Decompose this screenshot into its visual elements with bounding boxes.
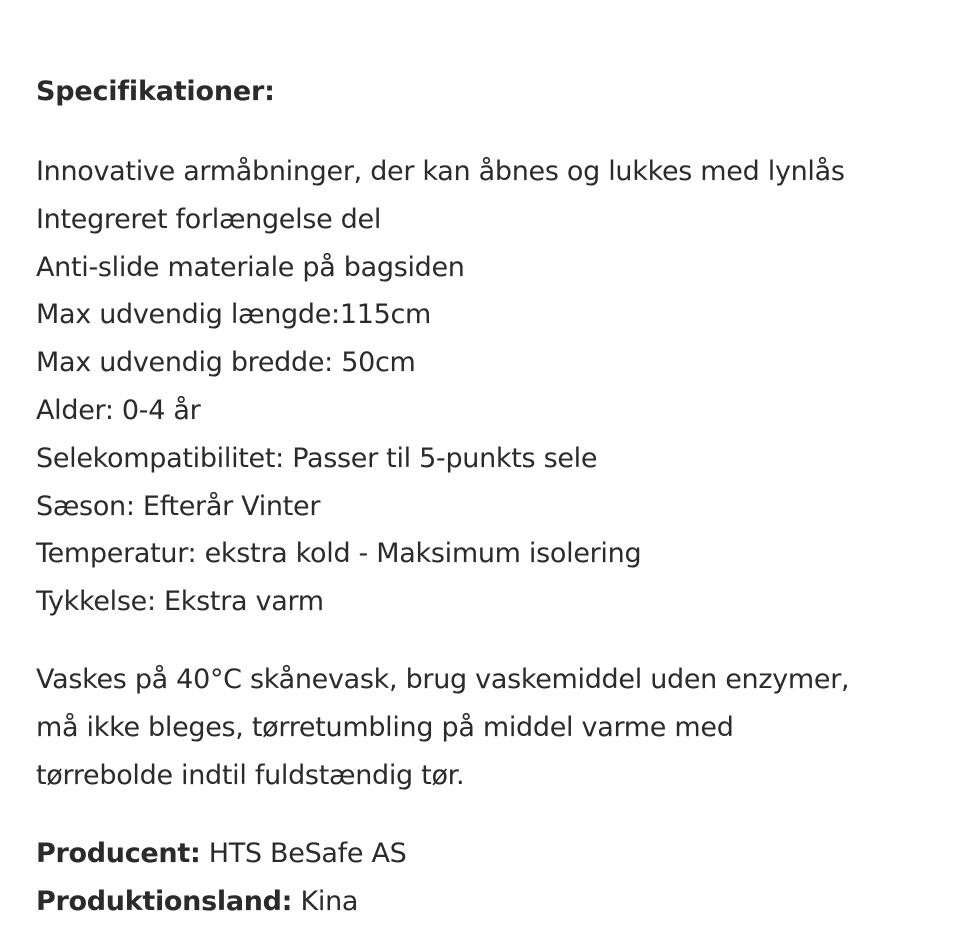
country-label: Produktionsland:	[36, 885, 293, 917]
spec-item: Anti-slide materiale på bagsiden	[36, 251, 465, 283]
spec-item: Sæson: Efterår Vinter	[36, 490, 321, 522]
country-row	[36, 878, 406, 926]
producer-row	[36, 830, 406, 878]
country-value: Kina	[292, 885, 359, 917]
section-heading: Specifikationer:	[36, 76, 275, 107]
care-instructions	[36, 656, 849, 799]
producer-label: Producent:	[36, 838, 201, 869]
care-line: må ikke bleges, tørretumbling på middel varme med	[36, 711, 734, 743]
spec-item: Max udvendig længde:115cm	[36, 299, 432, 331]
care-line: tørrebolde indtil fuldstændig tør.	[36, 759, 465, 791]
spec-list	[36, 148, 845, 626]
spec-item: Tykkelse: Ekstra varm	[36, 586, 324, 618]
spec-item: Selekompatibilitet: Passer til 5-punkts sele	[36, 442, 598, 474]
producer-value: HTS BeSafe AS	[200, 838, 407, 869]
spec-item: Temperatur: ekstra kold - Maksimum isolering	[36, 538, 642, 570]
spec-item: Innovative armåbninger, der kan åbnes og lukkes med lynlås	[36, 156, 845, 187]
spec-item: Integreret forlængelse del	[36, 203, 382, 235]
spec-item: Alder: 0-4 år	[36, 394, 201, 426]
care-line: Vaskes på 40°C skånevask, brug vaskemiddel uden enzymer,	[36, 664, 850, 695]
spec-item: Max udvendig bredde: 50cm	[36, 347, 416, 379]
product-meta	[36, 830, 406, 926]
